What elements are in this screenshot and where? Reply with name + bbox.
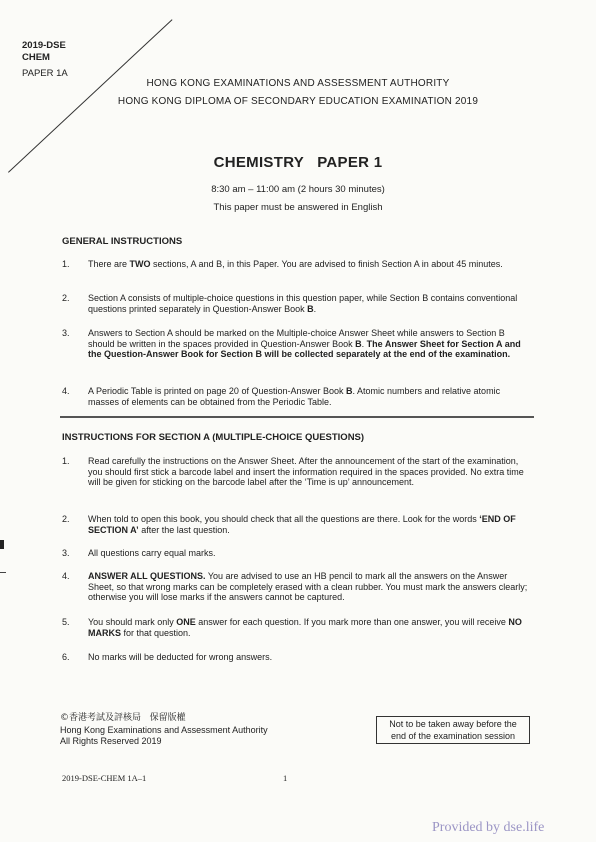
page-number: 1 [283,773,288,783]
authority-name: HONG KONG EXAMINATIONS AND ASSESSMENT AUTHORITY [146,78,450,89]
watermark: Provided by dse.life [432,820,545,835]
footer-code: 2019-DSE-CHEM 1A–1 [62,773,147,783]
copyright-notice: ©香港考試及評核局 保留版權 Hong Kong Examinations and Assessment Authority All Rights Reserved 2019 [60,713,268,746]
paper-code [22,40,68,80]
exam-name: HONG KONG DIPLOMA OF SECONDARY EDUCATION EXAMINATION 2019 [117,96,479,107]
section-divider [60,416,534,418]
section-a-heading: INSTRUCTIONS FOR SECTION A (MULTIPLE-CHOICE QUESTIONS) [62,432,365,443]
page-title: CHEMISTRY PAPER 1 [213,154,383,171]
general-instructions-heading: GENERAL INSTRUCTIONS [62,236,183,247]
exam-time: 8:30 am – 11:00 am (2 hours 30 minutes) [211,184,385,195]
scan-mark [0,540,4,549]
notice-box: Not to be taken away before the end of the examination session [376,716,530,744]
code-line: PAPER 1A [22,68,68,79]
language-note: This paper must be answered in English [213,202,383,213]
code-line: CHEM [22,52,50,63]
code-line: 2019-DSE [22,40,66,51]
scan-mark [0,572,6,573]
